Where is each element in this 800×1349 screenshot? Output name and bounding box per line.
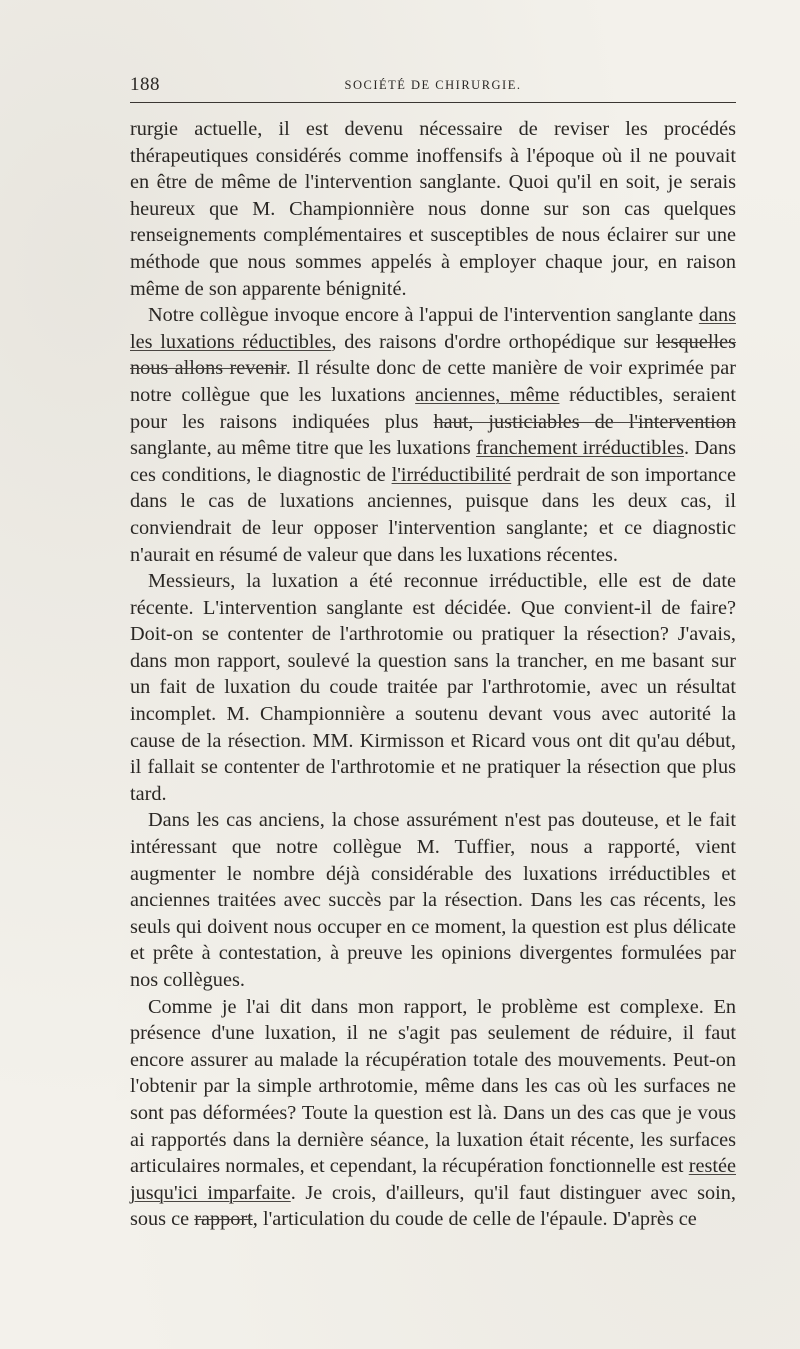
text-run: rurgie actuelle, il est devenu nécessaire de reviser les procédés thérapeutiques considérés comme inoffensifs à l'époque où il ne pouvait en être de même de l'intervention sanglante. Quoi qu'il en soit, je serais heureux que M. Championnière nous donne sur son cas quelques renseignements complémentaires et susceptibles de nous éclairer sur une méthode que nous sommes appelés à employer chaque jour, en raison même de son apparente bénignité. <box>130 118 736 300</box>
text-run: . Dans ces conditions, le diagnostic de <box>130 437 736 486</box>
paragraph <box>130 568 736 807</box>
text-run: Dans les cas anciens, la chose assurément n'est pas douteuse, et le fait intéressant que notre collègue M. Tuffier, nous a rapporté, vient augmenter le nombre déjà considérable des luxations irréductibles et anciennes traitées avec succès par la résection. Dans les cas récents, les seuls qui doivent nous occuper en ce moment, la question est plus délicate et prête à contestation, à preuve les opinions divergentes formulées par nos collègues. <box>130 809 736 991</box>
text-run: Notre collègue invoque encore à l'appui de l'intervention sanglante <box>148 304 699 327</box>
text-run: . Il résulte donc de cette manière de voir exprimée par notre collègue que les luxations <box>130 357 736 406</box>
page-header <box>130 72 736 103</box>
text-run: sanglante, au même titre que les luxations <box>130 437 476 460</box>
underlined-text: anciennes, même <box>415 383 560 406</box>
text-run: perdrait de son importance dans le cas de luxations anciennes, puisque dans les deux cas, il conviendrait de leur opposer l'intervention sanglante; et ce diagnostic n'aurait en résumé de valeur que dans les luxations récentes. <box>130 463 736 566</box>
text-run: . Je crois, d'ailleurs, qu'il faut distinguer avec soin, sous ce <box>130 1181 737 1231</box>
underlined-text: l'irréductibilité <box>391 463 512 486</box>
running-title: SOCIÉTÉ DE CHIRURGIE. <box>344 78 522 92</box>
underlined-text: restée jusqu'ici imparfaite <box>130 1155 736 1204</box>
text-run: Comme je l'ai dit dans mon rapport, le problème est complexe. En présence d'une luxation, il ne s'agit pas seulement de réduire, il faut encore assurer au malade la récupération totale des mouvements. Peut-on l'obtenir par la simple arthrotomie, même dans les cas où les surfaces ne sont pas déformées? Toute la question est là. Dans un des cas que je vous ai rapportés dans la dernière séance, la luxation était récente, les surfaces articulaires normales, et cependant, la récupération fonctionnelle est <box>130 995 736 1178</box>
paragraph <box>130 116 736 302</box>
struck-text: rapport <box>194 1208 253 1231</box>
text-run: Messieurs, la luxation a été reconnue irréductible, elle est de date récente. L'intervention sanglante est décidée. Que convient-il de faire? Doit-on se contenter de l'arthrotomie ou pratiquer la résection? J'avais, dans mon rapport, soulevé la question sans la trancher, en me basant sur un fait de luxation du coude traitée par l'arthrotomie, avec un résultat incomplet. M. Championnière a soutenu devant vous avec autorité la cause de la résection. MM. Kirmisson et Ricard vous ont dit qu'au début, il fallait se contenter de l'arthrotomie et ne pratiquer la résection que plus tard. <box>130 570 736 805</box>
text-run: réductibles, seraient pour les raisons indiquées plus <box>130 383 736 433</box>
page-number: 188 <box>130 74 160 95</box>
paragraph <box>130 302 736 568</box>
paragraph <box>130 807 736 993</box>
body-text <box>130 116 736 1233</box>
paragraph <box>130 994 736 1233</box>
underlined-text: franchement irréductibles <box>476 437 684 460</box>
struck-text: lesquelles nous allons revenir <box>130 330 736 380</box>
text-run: , des raisons d'ordre orthopédique sur <box>331 330 657 353</box>
text-run: , l'articulation du coude de celle de l'épaule. D'après ce <box>252 1208 697 1231</box>
underlined-text: dans les luxations réductibles <box>130 304 736 353</box>
struck-text: haut, justiciables de l'intervention <box>433 410 736 433</box>
